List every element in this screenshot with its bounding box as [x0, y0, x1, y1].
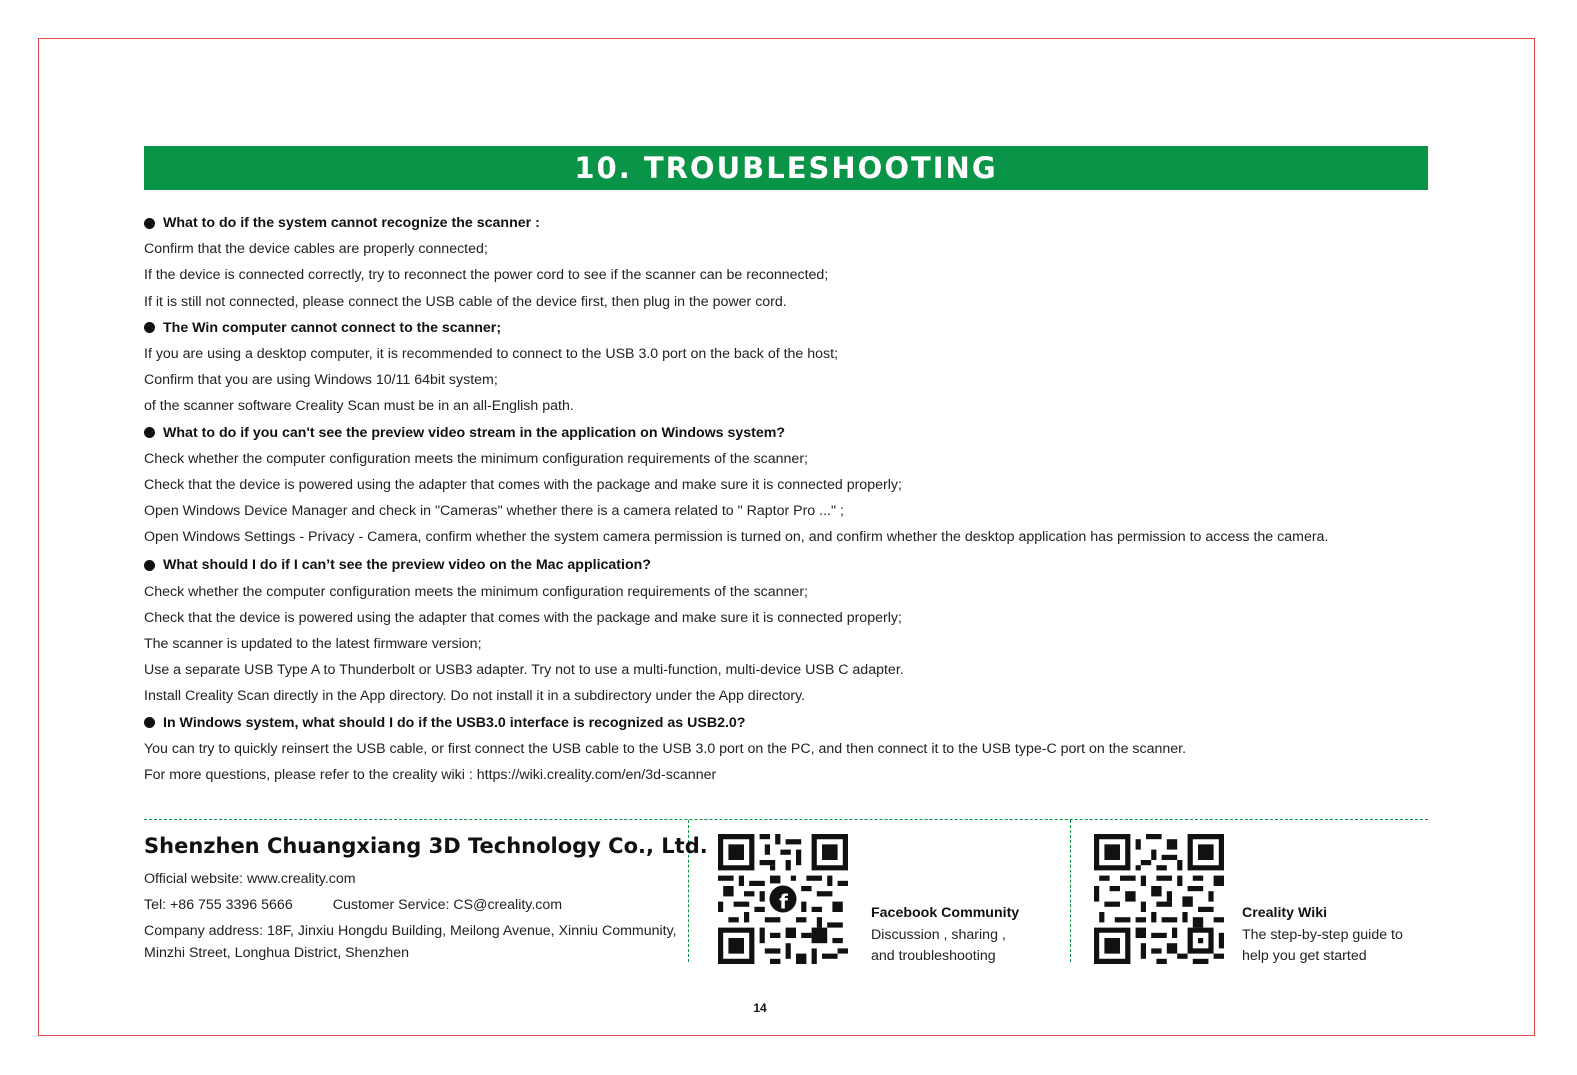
wiki-caption-line: help you get started: [1242, 948, 1367, 964]
company-info: [144, 834, 708, 964]
wiki-qr-code[interactable]: [1094, 834, 1224, 964]
faq-answer: Open Windows Device Manager and check in "Cameras" whether there is a camera related to " Raptor Pro ..." ;: [144, 503, 844, 520]
facebook-caption-line: and troubleshooting: [871, 948, 996, 964]
faq-question-text: In Windows system, what should I do if the USB3.0 interface is recognized as USB2.0?: [163, 714, 746, 731]
faq-question: [144, 315, 1404, 341]
faq-answer: Check that the device is powered using the adapter that comes with the package and make sure it is connected properly;: [144, 477, 902, 494]
telephone: Tel: +86 755 3396 5666: [144, 897, 293, 913]
bullet-icon: [144, 427, 155, 438]
company-name: Shenzhen Chuangxiang 3D Technology Co., Ltd.: [144, 834, 708, 858]
facebook-caption: [871, 903, 1019, 968]
svg-text:f: f: [779, 890, 788, 914]
faq-answer: Install Creality Scan directly in the App directory. Do not install it in a subdirectory under the App directory.: [144, 688, 806, 705]
facebook-qr-code[interactable]: [718, 834, 848, 964]
faq-answer: If you are using a desktop computer, it is recommended to connect to the USB 3.0 port on the back of the host;: [144, 346, 839, 363]
wiki-caption: [1242, 903, 1403, 968]
faq-answer: The scanner is updated to the latest firmware version;: [144, 636, 482, 653]
wiki-caption-line: The step-by-step guide to: [1242, 926, 1403, 943]
faq-answer: If the device is connected correctly, try to reconnect the power cord to see if the scanner can be reconnected;: [144, 267, 829, 284]
faq-answer: Check whether the computer configuration meets the minimum configuration requirements of the scanner;: [144, 583, 808, 600]
creality-wiki-title: Creality Wiki: [1242, 905, 1328, 921]
bullet-icon: [144, 218, 155, 229]
faq-question: [144, 710, 1404, 736]
faq-answer: Use a separate USB Type A to Thunderbolt or USB3 adapter. Try not to use a multi-function, multi-device USB C adapter.: [144, 662, 904, 679]
faq-question: [144, 552, 1404, 578]
official-website[interactable]: Official website: www.creality.com: [144, 871, 356, 887]
faq-question-text: The Win computer cannot connect to the scanner;: [163, 319, 502, 336]
faq-content: [144, 210, 1404, 788]
bullet-icon: [144, 717, 155, 728]
facebook-caption-line: Discussion , sharing ,: [871, 926, 1006, 943]
faq-answer: You can try to quickly reinsert the USB cable, or first connect the USB cable to the USB 3.0 port on the PC, and then connect it to the USB type-C port on the scanner.: [144, 740, 1187, 757]
facebook-community-title: Facebook Community: [871, 905, 1020, 921]
company-address: Company address: 18F, Jinxiu Hongdu Building, Meilong Avenue, Xinniu Community, Minzhi Street, Longhua District, Shenzhen: [144, 923, 677, 961]
faq-question: [144, 420, 1404, 446]
faq-question-text: What to do if you can't see the preview video stream in the application on Windows system?: [163, 424, 786, 441]
faq-answer: Check whether the computer configuration meets the minimum configuration requirements of the scanner;: [144, 450, 808, 467]
bullet-icon: [144, 322, 155, 333]
faq-question-text: What should I do if I can’t see the preview video on the Mac application?: [163, 557, 651, 574]
faq-question: [144, 210, 1404, 236]
faq-answer[interactable]: For more questions, please refer to the creality wiki : https://wiki.creality.com/en/3d-scanner: [144, 767, 717, 784]
faq-answer: If it is still not connected, please connect the USB cable of the device first, then plug in the power cord.: [144, 293, 787, 310]
faq-question-text: What to do if the system cannot recognize the scanner :: [163, 215, 540, 231]
customer-service-email[interactable]: Customer Service: CS@creality.com: [332, 897, 563, 913]
footer-column-divider: [1070, 820, 1071, 962]
faq-answer: Confirm that you are using Windows 10/11 64bit system;: [144, 372, 498, 389]
contact-line: [144, 892, 684, 918]
section-title: 10. TROUBLESHOOTING: [144, 146, 1428, 190]
faq-answer: Check that the device is powered using the adapter that comes with the package and make sure it is connected properly;: [144, 609, 902, 626]
faq-answer: Open Windows Settings - Privacy - Camera, confirm whether the system camera permission is turned on, and confirm whether the desktop application has permission to access the camera.: [144, 529, 1329, 546]
page-number: 14: [753, 1001, 767, 1015]
footer-divider: [144, 819, 1428, 820]
faq-answer: of the scanner software Creality Scan must be in an all-English path.: [144, 398, 574, 415]
bullet-icon: [144, 560, 155, 571]
faq-answer: Confirm that the device cables are properly connected;: [144, 241, 488, 258]
